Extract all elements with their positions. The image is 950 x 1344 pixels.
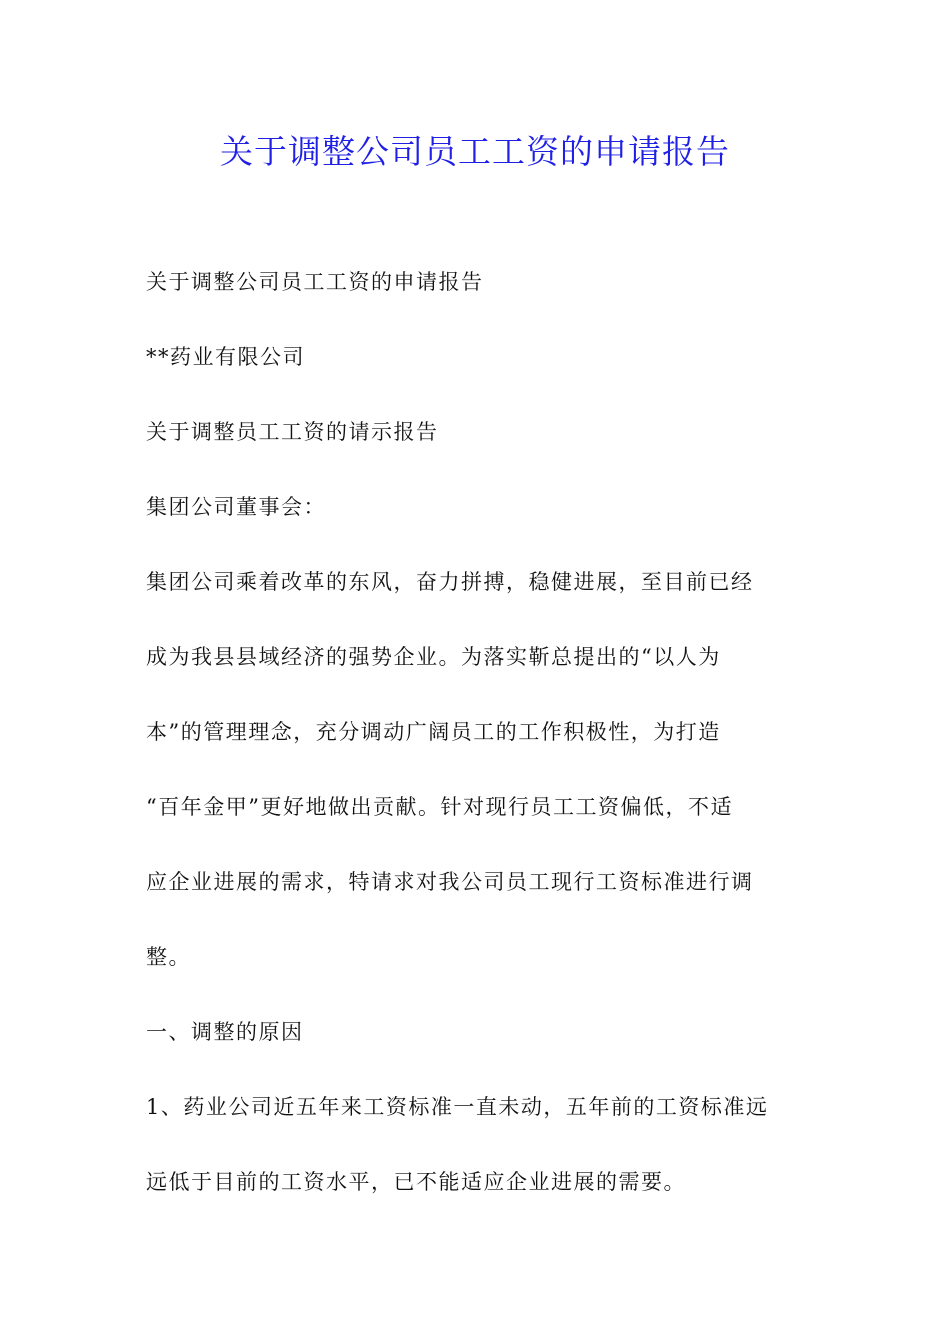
paragraph-line: 集团公司乘着改革的东风，奋力拼搏，稳健进展，至目前已经	[146, 570, 754, 594]
document-title: 关于调整公司员工工资的申请报告	[220, 132, 730, 171]
addressee: 集团公司董事会：	[146, 495, 326, 519]
report-subtitle: 关于调整员工工资的请示报告	[146, 420, 439, 444]
paragraph-line: 远低于目前的工资水平，已不能适应企业进展的需要。	[146, 1170, 686, 1194]
document-body	[146, 262, 806, 1202]
reason-paragraph	[146, 1087, 806, 1202]
heading-repeat: 关于调整公司员工工资的申请报告	[146, 270, 484, 294]
paragraph-line: 1、药业公司近五年来工资标准一直未动，五年前的工资标准远	[146, 1095, 769, 1119]
section-heading: 一、调整的原因	[146, 1020, 304, 1044]
intro-paragraph	[146, 562, 806, 977]
paragraph-line: 本”的管理理念，充分调动广阔员工的工作积极性，为打造	[146, 720, 721, 744]
paragraph-line: 整。	[146, 945, 191, 969]
paragraph-line: 应企业进展的需求，特请求对我公司员工现行工资标准进行调	[146, 870, 754, 894]
paragraph-line: “百年金甲”更好地做出贡献。针对现行员工工资偏低，不适	[146, 795, 733, 819]
company-name: **药业有限公司	[146, 345, 305, 369]
paragraph-line: 成为我县县域经济的强势企业。为落实靳总提出的“以人为	[146, 645, 721, 669]
